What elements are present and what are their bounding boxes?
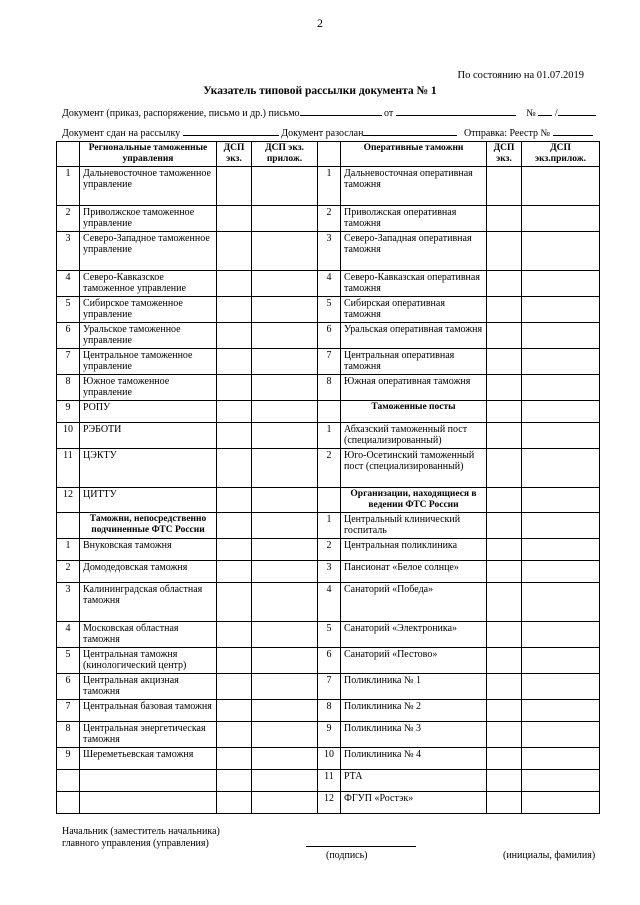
dsp-copies-right[interactable] [487,205,522,231]
table-row [57,512,600,538]
dsp-copies-left[interactable] [217,747,252,769]
header-dsp-attach-right: ДСП экз.прилож. [522,142,600,167]
row-number-right: 12 [318,791,341,813]
regional-customs-name: Центральная акцизная таможня [80,673,217,699]
regional-customs-name: Центральная энергетическая таможня [80,721,217,747]
row-number-right [318,400,341,422]
row-number-right: 5 [318,296,341,322]
number-slash: / [554,108,558,119]
row-number-left: 12 [57,487,80,512]
dispatch-label: Отправка: [463,128,507,139]
section-heading: Таможенные посты [341,400,487,422]
dsp-attach-right[interactable] [522,166,600,205]
row-number-left: 1 [57,166,80,205]
dsp-copies-left[interactable] [217,322,252,348]
operational-customs-name: Северо-Кавказская оперативная таможня [341,270,487,296]
row-number-right: 1 [318,166,341,205]
row-number-right: 2 [318,448,341,487]
submitted-field[interactable] [183,126,279,136]
dsp-copies-left[interactable] [217,647,252,673]
dsp-attach-right[interactable] [522,296,600,322]
dsp-copies-right[interactable] [487,699,522,721]
table-row [57,721,600,747]
distributed-field[interactable] [363,126,457,136]
dsp-copies-left[interactable] [217,512,252,538]
dsp-copies-right[interactable] [487,769,522,791]
dsp-attach-right[interactable] [522,673,600,699]
row-number-right: 1 [318,422,341,448]
table-row [57,791,600,813]
dispatch-line [62,126,593,139]
regional-customs-name: Калининградская областная таможня [80,582,217,621]
header-operational: Оперативные таможни [341,142,487,167]
dsp-attach-right[interactable] [522,374,600,400]
number-label: № [526,108,536,119]
dsp-copies-right[interactable] [487,538,522,560]
signatory-department: главного управления (управления) [62,838,209,849]
dsp-copies-left[interactable] [217,673,252,699]
dsp-attach-left[interactable] [252,747,318,769]
section-heading: Организации, находящиеся в ведении ФТС России [341,487,487,512]
row-number-left: 9 [57,747,80,769]
dsp-attach-left[interactable] [252,270,318,296]
row-number-left: 8 [57,374,80,400]
signature-line[interactable] [306,846,416,847]
table-row [57,621,600,647]
row-number-right: 3 [318,231,341,270]
table-row [57,448,600,487]
dsp-attach-right[interactable] [522,699,600,721]
table-row [57,348,600,374]
regional-customs-name: РЭБОТИ [80,422,217,448]
number-suffix-field[interactable] [558,106,596,116]
row-number-right [318,487,341,512]
signatory-title: Начальник (заместитель начальника) [62,826,220,837]
row-number-left: 1 [57,538,80,560]
dsp-copies-right[interactable] [487,322,522,348]
dsp-copies-left[interactable] [217,721,252,747]
row-number-left: 6 [57,673,80,699]
dsp-copies-right[interactable] [487,270,522,296]
row-number-left: 5 [57,296,80,322]
table-row [57,231,600,270]
row-number-left: 7 [57,348,80,374]
dsp-copies-left[interactable] [217,374,252,400]
operational-customs-name: Санаторий «Электроника» [341,621,487,647]
dsp-attach-right[interactable] [522,512,600,538]
operational-customs-name: Центральная поликлиника [341,538,487,560]
row-number-right: 2 [318,538,341,560]
operational-customs-name: Юго-Осетинский таможенный пост (специализированный) [341,448,487,487]
dsp-attach-right[interactable] [522,747,600,769]
document-line [62,106,596,119]
regional-customs-name: Центральное таможенное управление [80,348,217,374]
dsp-copies-left[interactable] [217,621,252,647]
header-dsp-copies-right: ДСП экз. [487,142,522,167]
dsp-copies-left[interactable] [217,791,252,813]
row-number-left: 6 [57,322,80,348]
dsp-copies-left[interactable] [217,448,252,487]
dsp-copies-right[interactable] [487,422,522,448]
table-header-row [57,142,600,167]
number-field[interactable] [538,106,552,116]
operational-customs-name: Санаторий «Победа» [341,582,487,621]
table-row [57,322,600,348]
dsp-attach-right[interactable] [522,231,600,270]
dsp-attach-left[interactable] [252,348,318,374]
dsp-copies-left[interactable] [217,487,252,512]
document-type-field[interactable] [300,106,382,116]
submitted-label: Документ сдан на рассылку [62,128,181,139]
operational-customs-name: Пансионат «Белое солнце» [341,560,487,582]
regional-customs-name: Московская областная таможня [80,621,217,647]
dsp-attach-right[interactable] [522,791,600,813]
operational-customs-name: Поликлиника № 1 [341,673,487,699]
operational-customs-name: Поликлиника № 3 [341,721,487,747]
section-heading: Таможни, непосредственно подчиненные ФТС России [80,512,217,538]
row-number-left: 2 [57,560,80,582]
row-number-right: 8 [318,374,341,400]
dsp-copies-right[interactable] [487,374,522,400]
dsp-copies-right[interactable] [487,296,522,322]
row-number-right: 9 [318,721,341,747]
dsp-copies-left[interactable] [217,205,252,231]
regional-customs-name: Шереметьевская таможня [80,747,217,769]
operational-customs-name: Северо-Западная оперативная таможня [341,231,487,270]
row-number-left: 10 [57,422,80,448]
registry-field[interactable] [553,126,593,136]
dsp-attach-left[interactable] [252,721,318,747]
row-number-right: 2 [318,205,341,231]
signature-caption: (подпись) [326,850,368,861]
document-title: Указатель типовой рассылки документа № 1 [203,85,437,97]
signatory-block [62,826,220,850]
regional-customs-name [80,769,217,791]
dsp-attach-left[interactable] [252,231,318,270]
regional-customs-name: Центральная базовая таможня [80,699,217,721]
dsp-attach-left[interactable] [252,205,318,231]
table-row [57,560,600,582]
as-of-date: По состоянию на 01.07.2019 [457,70,584,81]
dsp-attach-right[interactable] [522,422,600,448]
page-number: 2 [317,16,323,30]
dsp-attach-left[interactable] [252,296,318,322]
row-number-left: 2 [57,205,80,231]
row-number-right: 10 [318,747,341,769]
dsp-copies-right[interactable] [487,647,522,673]
row-number-left [57,791,80,813]
table-row [57,487,600,512]
table-row [57,769,600,791]
operational-customs-name: Центральная оперативная таможня [341,348,487,374]
dsp-attach-right[interactable] [522,538,600,560]
row-number-right: 7 [318,673,341,699]
operational-customs-name: Поликлиника № 4 [341,747,487,769]
header-num-right [318,142,341,167]
row-number-left: 7 [57,699,80,721]
dsp-copies-left[interactable] [217,270,252,296]
table-row [57,374,600,400]
dsp-copies-right[interactable] [487,747,522,769]
dsp-copies-left[interactable] [217,422,252,448]
regional-customs-name: ЦЭКТУ [80,448,217,487]
table-row [57,582,600,621]
row-number-right: 7 [318,348,341,374]
dsp-attach-left[interactable] [252,374,318,400]
operational-customs-name: Южная оперативная таможня [341,374,487,400]
row-number-right: 1 [318,512,341,538]
table-row [57,647,600,673]
dsp-copies-right[interactable] [487,487,522,512]
row-number-right: 6 [318,322,341,348]
dsp-copies-right[interactable] [487,448,522,487]
regional-customs-name: Южное таможенное управление [80,374,217,400]
dsp-copies-left[interactable] [217,560,252,582]
operational-customs-name: Уральская оперативная таможня [341,322,487,348]
operational-customs-name: Приволжская оперативная таможня [341,205,487,231]
dsp-copies-left[interactable] [217,348,252,374]
dsp-attach-left[interactable] [252,647,318,673]
dsp-copies-right[interactable] [487,512,522,538]
operational-customs-name: Дальневосточная оперативная таможня [341,166,487,205]
dsp-copies-right[interactable] [487,400,522,422]
dsp-attach-left[interactable] [252,538,318,560]
dsp-copies-right[interactable] [487,673,522,699]
dsp-attach-right[interactable] [522,205,600,231]
row-number-right: 11 [318,769,341,791]
operational-customs-name: Санаторий «Пестово» [341,647,487,673]
regional-customs-name: Уральское таможенное управление [80,322,217,348]
dsp-attach-left[interactable] [252,422,318,448]
row-number-right: 5 [318,621,341,647]
dsp-attach-right[interactable] [522,582,600,621]
regional-customs-name: Северо-Кавказское таможенное управление [80,270,217,296]
row-number-left: 9 [57,400,80,422]
regional-customs-name: Сибирское таможенное управление [80,296,217,322]
row-number-left: 3 [57,231,80,270]
regional-customs-name [80,791,217,813]
table-row [57,673,600,699]
dsp-attach-left[interactable] [252,512,318,538]
regional-customs-name: Внуковская таможня [80,538,217,560]
distributed-label: Документ разослан [281,128,364,139]
dsp-copies-right[interactable] [487,166,522,205]
row-number-left [57,512,80,538]
dsp-copies-left[interactable] [217,699,252,721]
dsp-attach-right[interactable] [522,270,600,296]
dsp-attach-right[interactable] [522,322,600,348]
dsp-attach-left[interactable] [252,769,318,791]
row-number-left: 5 [57,647,80,673]
regional-customs-name: Северо-Западное таможенное управление [80,231,217,270]
dsp-copies-left[interactable] [217,231,252,270]
dsp-attach-right[interactable] [522,721,600,747]
dsp-attach-left[interactable] [252,699,318,721]
row-number-left [57,769,80,791]
dsp-copies-right[interactable] [487,582,522,621]
header-dsp-copies-left: ДСП экз. [217,142,252,167]
table-row [57,747,600,769]
dsp-copies-left[interactable] [217,296,252,322]
initials-caption: (инициалы, фамилия) [503,850,596,861]
regional-customs-name: Домодедовская таможня [80,560,217,582]
dsp-attach-right[interactable] [522,769,600,791]
distribution-table [56,141,600,814]
dsp-copies-right[interactable] [487,791,522,813]
from-label: от [384,108,394,119]
dsp-attach-left[interactable] [252,448,318,487]
row-number-left: 8 [57,721,80,747]
dsp-copies-right[interactable] [487,231,522,270]
dsp-attach-right[interactable] [522,448,600,487]
dsp-attach-left[interactable] [252,791,318,813]
table-row [57,400,600,422]
row-number-right: 6 [318,647,341,673]
dsp-copies-right[interactable] [487,348,522,374]
row-number-left: 3 [57,582,80,621]
regional-customs-name: РОПУ [80,400,217,422]
dsp-copies-right[interactable] [487,560,522,582]
dsp-attach-left[interactable] [252,400,318,422]
row-number-right: 4 [318,270,341,296]
dsp-attach-left[interactable] [252,582,318,621]
dsp-copies-left[interactable] [217,400,252,422]
row-number-left: 4 [57,621,80,647]
row-number-left: 11 [57,448,80,487]
registry-label: Реестр № [509,128,551,139]
row-number-right: 3 [318,560,341,582]
dsp-attach-right[interactable] [522,400,600,422]
operational-customs-name: ФГУП «Ростэк» [341,791,487,813]
table-row [57,166,600,205]
operational-customs-name: Центральный клинический госпиталь [341,512,487,538]
dsp-copies-left[interactable] [217,538,252,560]
dsp-attach-left[interactable] [252,487,318,512]
operational-customs-name: Абхазский таможенный пост (специализированный) [341,422,487,448]
dsp-attach-left[interactable] [252,560,318,582]
dsp-attach-right[interactable] [522,560,600,582]
dsp-attach-right[interactable] [522,348,600,374]
dsp-copies-left[interactable] [217,769,252,791]
table-row [57,296,600,322]
header-dsp-attach-left: ДСП экз. прилож. [252,142,318,167]
dsp-copies-right[interactable] [487,721,522,747]
row-number-left: 4 [57,270,80,296]
row-number-right: 4 [318,582,341,621]
table-row [57,699,600,721]
regional-customs-name: Центральная таможня (кинологический центр) [80,647,217,673]
header-regional: Региональные таможенные управления [80,142,217,167]
operational-customs-name: РТА [341,769,487,791]
dsp-copies-left[interactable] [217,166,252,205]
dsp-attach-right[interactable] [522,647,600,673]
dsp-attach-right[interactable] [522,487,600,512]
regional-customs-name: Приволжское таможенное управление [80,205,217,231]
table-row [57,205,600,231]
regional-customs-name: Дальневосточное таможенное управление [80,166,217,205]
regional-customs-name: ЦИТТУ [80,487,217,512]
table-row [57,270,600,296]
dsp-attach-left[interactable] [252,322,318,348]
operational-customs-name: Сибирская оперативная таможня [341,296,487,322]
dsp-copies-right[interactable] [487,621,522,647]
document-type-label: Документ (приказ, распоряжение, письмо и др.) письмо [62,108,300,119]
row-number-right: 8 [318,699,341,721]
table-row [57,422,600,448]
dsp-attach-right[interactable] [522,621,600,647]
dsp-copies-left[interactable] [217,582,252,621]
dsp-attach-left[interactable] [252,621,318,647]
table-row [57,538,600,560]
operational-customs-name: Поликлиника № 2 [341,699,487,721]
dsp-attach-left[interactable] [252,673,318,699]
header-num-left [57,142,80,167]
dsp-attach-left[interactable] [252,166,318,205]
date-field[interactable] [396,106,516,116]
